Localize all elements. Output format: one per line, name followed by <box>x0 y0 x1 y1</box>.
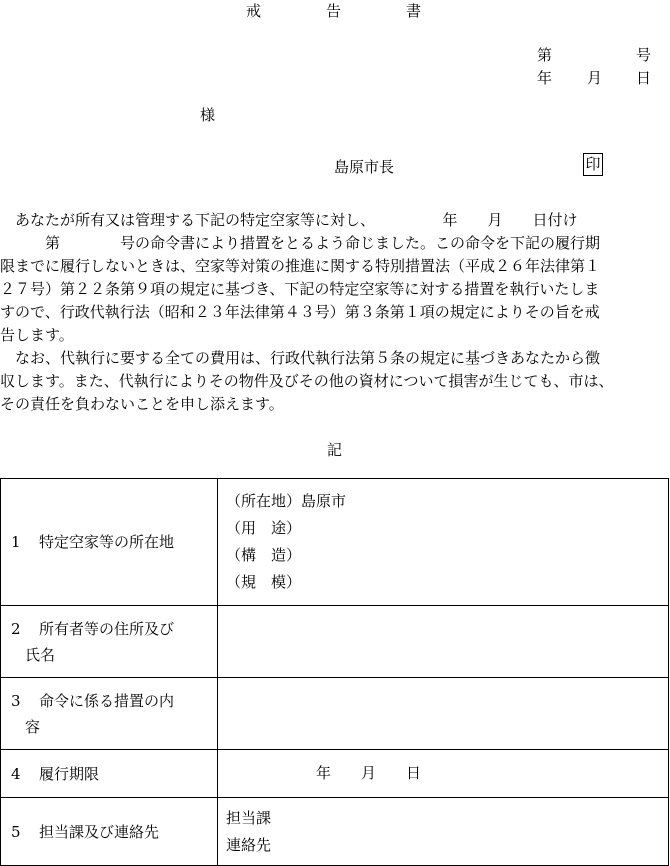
title-char: 戒 <box>246 2 262 20</box>
row-label-text: 特定空家等の所在地 <box>39 533 175 551</box>
row-label <box>1 606 218 678</box>
row-value <box>218 798 669 866</box>
row-label-text: 所有者等の住所及び <box>39 619 175 638</box>
title-char: 書 <box>406 2 422 20</box>
number-suffix: 号 <box>636 46 652 64</box>
date-month: 月 <box>587 69 603 87</box>
row-value <box>218 606 669 678</box>
table-row <box>1 798 669 866</box>
date-year: 年 <box>537 69 553 87</box>
row-label-text: 命令に係る措置の内 <box>39 691 175 710</box>
date-day: 日 <box>636 69 652 87</box>
table-row <box>1 678 669 750</box>
row-number: 4 <box>11 764 21 783</box>
table-row <box>1 479 669 606</box>
body-line: なお、代執行に要する全ての費用は、行政代執行法第５条の規定に基づきあなたから徴 <box>0 349 601 367</box>
body-line: 第 号の命令書により措置をとるよう命じました。この命令を下記の履行期 <box>0 234 601 252</box>
table-row <box>1 606 669 678</box>
addressee-suffix: 様 <box>200 106 216 124</box>
row-label <box>1 750 218 798</box>
body-line: ２７号）第２２条第９項の規定に基づき、下記の特定空家等に対する措置を執行いたしま <box>0 280 600 298</box>
row-number: 5 <box>11 822 21 841</box>
title-char: 告 <box>326 2 342 20</box>
seal-stamp: 印 <box>583 153 603 176</box>
record-heading: 記 <box>327 441 343 459</box>
body-line: 限までに履行しないときは、空家等対策の推進に関する特別措置法（平成２６年法律第１ <box>0 257 601 275</box>
record-table <box>0 478 669 866</box>
structure-line: （構 造） <box>226 546 302 564</box>
location-line: （所在地）島原市 <box>226 492 347 510</box>
body-line: あなたが所有又は管理する下記の特定空家等に対し、 年 月 日付け <box>0 211 578 229</box>
row-label <box>1 798 218 866</box>
number-prefix: 第 <box>537 46 553 64</box>
row-value <box>218 479 669 606</box>
row-label-continued: 氏名 <box>25 645 56 664</box>
row-label-text: 履行期限 <box>39 764 100 783</box>
row-value <box>218 678 669 750</box>
row-label <box>1 479 218 606</box>
row-label-continued: 容 <box>25 717 41 736</box>
body-line: すので、行政代執行法（昭和２３年法律第４３号）第３条第１項の規定によりその旨を戒 <box>0 303 600 321</box>
row-value <box>218 750 669 798</box>
body-line: その責任を負わないことを申し添えます。 <box>0 395 284 413</box>
contact-line: 連絡先 <box>226 835 272 854</box>
row-number: 2 <box>11 619 21 638</box>
department-line: 担当課 <box>226 808 272 827</box>
usage-line: （用 途） <box>226 519 302 537</box>
body-line: 告します。 <box>0 326 74 344</box>
row-label <box>1 678 218 750</box>
table-row <box>1 750 669 798</box>
body-line: 収します。また、代執行によりその物件及びその他の資材について損害が生じても、市は、 <box>0 372 614 390</box>
row-label-text: 担当課及び連絡先 <box>39 822 160 841</box>
scale-line: （規 模） <box>226 573 302 591</box>
row-number: 1 <box>11 533 21 551</box>
issuer-name: 島原市長 <box>334 158 395 176</box>
row-number: 3 <box>11 691 21 710</box>
deadline-date: 年 月 日 <box>316 764 422 782</box>
